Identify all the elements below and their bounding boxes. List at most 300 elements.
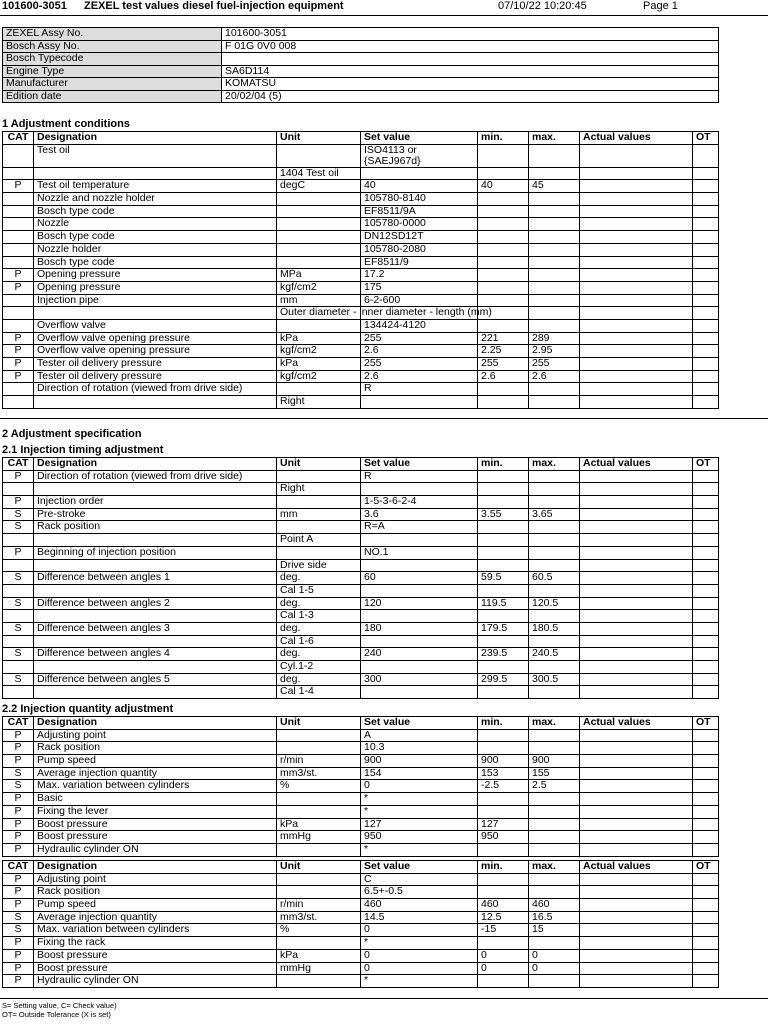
cell-actual-values bbox=[580, 205, 693, 218]
cell-designation: Hydraulic cylinder ON bbox=[34, 843, 277, 856]
cell-cat: S bbox=[3, 767, 34, 780]
cell-ot bbox=[693, 949, 719, 962]
cell-min bbox=[478, 470, 529, 483]
cell-cat: P bbox=[3, 345, 34, 358]
info-row bbox=[3, 40, 719, 53]
cell-actual-values bbox=[580, 496, 693, 509]
cell-max bbox=[529, 793, 580, 806]
cell-unit: deg. bbox=[277, 673, 361, 686]
cell-designation: Max. variation between cylinders bbox=[34, 780, 277, 793]
cell-designation: Beginning of injection position bbox=[34, 546, 277, 559]
cell-set-value: 14.5 bbox=[361, 911, 478, 924]
cell-actual-values bbox=[580, 949, 693, 962]
cell-min: 900 bbox=[478, 755, 529, 768]
cell-unit: Cal 1-3 bbox=[277, 610, 361, 623]
cell-cat bbox=[3, 686, 34, 699]
cell-designation: Difference between angles 3 bbox=[34, 622, 277, 635]
cell-set-value: 40 bbox=[361, 180, 478, 193]
cell-ot bbox=[693, 319, 719, 332]
cell-cat: P bbox=[3, 831, 34, 844]
cell-actual-values bbox=[580, 661, 693, 674]
cell-max bbox=[529, 470, 580, 483]
cell-min bbox=[478, 686, 529, 699]
cell-max bbox=[529, 521, 580, 534]
cell-ot bbox=[693, 370, 719, 383]
cell-min bbox=[478, 144, 529, 167]
table-row bbox=[3, 975, 719, 988]
cell-unit: r/min bbox=[277, 899, 361, 912]
cell-min bbox=[478, 843, 529, 856]
cell-actual-values bbox=[580, 673, 693, 686]
cell-cat bbox=[3, 610, 34, 623]
cell-ot bbox=[693, 873, 719, 886]
cell-set-value: 255 bbox=[361, 332, 478, 345]
cell-ot bbox=[693, 508, 719, 521]
table-row bbox=[3, 729, 719, 742]
cell-min bbox=[478, 205, 529, 218]
table-row bbox=[3, 767, 719, 780]
cell-designation: Adjusting point bbox=[34, 873, 277, 886]
cell-ot bbox=[693, 767, 719, 780]
cell-max bbox=[529, 937, 580, 950]
info-row bbox=[3, 65, 719, 78]
table-row bbox=[3, 622, 719, 635]
cell-actual-values bbox=[580, 396, 693, 409]
cell-set-value: 255 bbox=[361, 358, 478, 371]
cell-min bbox=[478, 584, 529, 597]
cell-designation: Bosch type code bbox=[34, 231, 277, 244]
cell-cat: P bbox=[3, 332, 34, 345]
cell-cat: P bbox=[3, 873, 34, 886]
table-row bbox=[3, 755, 719, 768]
cell-ot bbox=[693, 843, 719, 856]
cell-set-value bbox=[361, 661, 478, 674]
cell-ot bbox=[693, 635, 719, 648]
cell-unit: r/min bbox=[277, 755, 361, 768]
table-row bbox=[3, 269, 719, 282]
cell-max bbox=[529, 546, 580, 559]
column-header-actual-values: Actual values bbox=[580, 132, 693, 145]
cell-cat: S bbox=[3, 780, 34, 793]
cell-min: 2.25 bbox=[478, 345, 529, 358]
cell-actual-values bbox=[580, 483, 693, 496]
cell-max bbox=[529, 281, 580, 294]
section-divider bbox=[0, 418, 768, 419]
cell-min bbox=[478, 294, 529, 307]
table-row bbox=[3, 635, 719, 648]
column-header-min: min. bbox=[478, 717, 529, 730]
cell-max: 289 bbox=[529, 332, 580, 345]
cell-min: 12.5 bbox=[478, 911, 529, 924]
cell-min bbox=[478, 546, 529, 559]
cell-designation: Rack position bbox=[34, 742, 277, 755]
column-header-designation: Designation bbox=[34, 861, 277, 874]
table-row bbox=[3, 831, 719, 844]
table-row bbox=[3, 332, 719, 345]
table-row bbox=[3, 144, 719, 167]
cell-min bbox=[478, 193, 529, 206]
document-header bbox=[0, 0, 768, 14]
cell-actual-values bbox=[580, 307, 693, 320]
cell-ot bbox=[693, 256, 719, 269]
cell-min: 239.5 bbox=[478, 648, 529, 661]
cell-max bbox=[529, 843, 580, 856]
table-row bbox=[3, 886, 719, 899]
cell-unit: % bbox=[277, 780, 361, 793]
cell-min: 119.5 bbox=[478, 597, 529, 610]
table-row bbox=[3, 508, 719, 521]
cell-actual-values bbox=[580, 231, 693, 244]
table-row bbox=[3, 396, 719, 409]
cell-cat: P bbox=[3, 729, 34, 742]
info-value: F 01G 0V0 008 bbox=[222, 40, 719, 53]
cell-set-value: * bbox=[361, 793, 478, 806]
cell-cat: P bbox=[3, 818, 34, 831]
cell-min bbox=[478, 805, 529, 818]
cell-max bbox=[529, 584, 580, 597]
cell-designation: Bosch type code bbox=[34, 205, 277, 218]
injection-quantity-table-a bbox=[2, 716, 719, 857]
cell-actual-values bbox=[580, 243, 693, 256]
table-header-row bbox=[3, 132, 719, 145]
cell-actual-values bbox=[580, 470, 693, 483]
column-header-unit: Unit bbox=[277, 717, 361, 730]
column-header-designation: Designation bbox=[34, 458, 277, 471]
footer-legend-tolerance: OT= Outside Tolerance (X is set) bbox=[2, 1010, 111, 1019]
cell-ot bbox=[693, 793, 719, 806]
cell-unit bbox=[277, 937, 361, 950]
cell-designation: Tester oil delivery pressure bbox=[34, 358, 277, 371]
cell-designation: Bosch type code bbox=[34, 256, 277, 269]
cell-max: 3.65 bbox=[529, 508, 580, 521]
table-row bbox=[3, 231, 719, 244]
cell-min bbox=[478, 729, 529, 742]
cell-cat bbox=[3, 396, 34, 409]
table-row bbox=[3, 167, 719, 180]
cell-designation: Tester oil delivery pressure bbox=[34, 370, 277, 383]
table-row bbox=[3, 483, 719, 496]
cell-designation: Pre-stroke bbox=[34, 508, 277, 521]
cell-set-value bbox=[361, 534, 478, 547]
cell-cat: S bbox=[3, 622, 34, 635]
cell-cat: S bbox=[3, 648, 34, 661]
cell-set-value: 175 bbox=[361, 281, 478, 294]
cell-ot bbox=[693, 975, 719, 988]
cell-designation: Nozzle and nozzle holder bbox=[34, 193, 277, 206]
cell-min bbox=[478, 886, 529, 899]
cell-max bbox=[529, 256, 580, 269]
cell-set-value: 1-5-3-6-2-4 bbox=[361, 496, 478, 509]
cell-ot bbox=[693, 470, 719, 483]
cell-max bbox=[529, 805, 580, 818]
cell-ot bbox=[693, 742, 719, 755]
cell-designation: Direction of rotation (viewed from drive side) bbox=[34, 470, 277, 483]
cell-designation: Boost pressure bbox=[34, 962, 277, 975]
column-header-set-value: Set value bbox=[361, 132, 478, 145]
column-header-actual-values: Actual values bbox=[580, 717, 693, 730]
cell-set-value: 460 bbox=[361, 899, 478, 912]
cell-designation bbox=[34, 584, 277, 597]
cell-ot bbox=[693, 818, 719, 831]
cell-designation: Boost pressure bbox=[34, 818, 277, 831]
cell-min bbox=[478, 281, 529, 294]
cell-set-value: 0 bbox=[361, 962, 478, 975]
cell-max bbox=[529, 319, 580, 332]
cell-ot bbox=[693, 610, 719, 623]
table-row bbox=[3, 193, 719, 206]
cell-cat: P bbox=[3, 793, 34, 806]
cell-max: 15 bbox=[529, 924, 580, 937]
cell-min bbox=[478, 231, 529, 244]
cell-actual-values bbox=[580, 911, 693, 924]
cell-ot bbox=[693, 269, 719, 282]
cell-unit: deg. bbox=[277, 572, 361, 585]
footer-legend-setting: S= Setting value, C= Check value) bbox=[2, 1001, 117, 1010]
cell-cat bbox=[3, 218, 34, 231]
cell-cat: S bbox=[3, 911, 34, 924]
cell-ot bbox=[693, 294, 719, 307]
cell-max bbox=[529, 496, 580, 509]
cell-unit: degC bbox=[277, 180, 361, 193]
cell-designation: Pump speed bbox=[34, 899, 277, 912]
cell-min: -2.5 bbox=[478, 780, 529, 793]
cell-ot bbox=[693, 559, 719, 572]
cell-max: 240.5 bbox=[529, 648, 580, 661]
cell-cat: P bbox=[3, 358, 34, 371]
cell-designation: Rack position bbox=[34, 521, 277, 534]
table-row bbox=[3, 962, 719, 975]
cell-max bbox=[529, 269, 580, 282]
cell-actual-values bbox=[580, 345, 693, 358]
table-row bbox=[3, 294, 719, 307]
cell-unit: deg. bbox=[277, 648, 361, 661]
cell-actual-values bbox=[580, 218, 693, 231]
cell-actual-values bbox=[580, 269, 693, 282]
info-key: Manufacturer bbox=[3, 78, 222, 91]
cell-designation: Test oil temperature bbox=[34, 180, 277, 193]
cell-max: 900 bbox=[529, 755, 580, 768]
cell-cat: P bbox=[3, 949, 34, 962]
table-row bbox=[3, 843, 719, 856]
cell-set-value: 10.3 bbox=[361, 742, 478, 755]
column-header-max: max. bbox=[529, 458, 580, 471]
cell-min bbox=[478, 793, 529, 806]
cell-actual-values bbox=[580, 534, 693, 547]
cell-min bbox=[478, 937, 529, 950]
table-row bbox=[3, 584, 719, 597]
cell-actual-values bbox=[580, 924, 693, 937]
cell-ot bbox=[693, 729, 719, 742]
column-header-cat: CAT bbox=[3, 861, 34, 874]
document-id: 101600-3051 bbox=[2, 0, 67, 12]
injection-timing-table bbox=[2, 457, 719, 699]
table-row bbox=[3, 818, 719, 831]
cell-unit bbox=[277, 218, 361, 231]
cell-min: 2.6 bbox=[478, 370, 529, 383]
cell-min bbox=[478, 635, 529, 648]
cell-actual-values bbox=[580, 546, 693, 559]
cell-ot bbox=[693, 534, 719, 547]
column-header-max: max. bbox=[529, 861, 580, 874]
cell-unit bbox=[277, 793, 361, 806]
injection-quantity-table-b bbox=[2, 860, 719, 988]
cell-max: 180.5 bbox=[529, 622, 580, 635]
cell-ot bbox=[693, 307, 719, 320]
table-row bbox=[3, 281, 719, 294]
cell-max bbox=[529, 610, 580, 623]
cell-unit: Right bbox=[277, 483, 361, 496]
cell-actual-values bbox=[580, 899, 693, 912]
cell-cat bbox=[3, 661, 34, 674]
table-row bbox=[3, 307, 719, 320]
cell-cat bbox=[3, 483, 34, 496]
cell-designation: Rack position bbox=[34, 886, 277, 899]
cell-cat: P bbox=[3, 962, 34, 975]
cell-set-value bbox=[361, 483, 478, 496]
cell-actual-values bbox=[580, 358, 693, 371]
info-row bbox=[3, 78, 719, 91]
cell-actual-values bbox=[580, 180, 693, 193]
cell-set-value: DN12SD12T bbox=[361, 231, 478, 244]
cell-cat: P bbox=[3, 496, 34, 509]
cell-actual-values bbox=[580, 831, 693, 844]
cell-set-value: EF8511/9 bbox=[361, 256, 478, 269]
cell-actual-values bbox=[580, 508, 693, 521]
cell-designation: Nozzle holder bbox=[34, 243, 277, 256]
cell-cat bbox=[3, 193, 34, 206]
cell-max: 0 bbox=[529, 949, 580, 962]
cell-max: 2.6 bbox=[529, 370, 580, 383]
header-divider bbox=[0, 15, 768, 16]
table-row bbox=[3, 546, 719, 559]
cell-ot bbox=[693, 962, 719, 975]
cell-unit: deg. bbox=[277, 622, 361, 635]
cell-max bbox=[529, 975, 580, 988]
table-row bbox=[3, 661, 719, 674]
info-key: ZEXEL Assy No. bbox=[3, 28, 222, 41]
cell-set-value: EF8511/9A bbox=[361, 205, 478, 218]
cell-max bbox=[529, 144, 580, 167]
table-row bbox=[3, 742, 719, 755]
cell-unit bbox=[277, 805, 361, 818]
cell-max bbox=[529, 742, 580, 755]
cell-actual-values bbox=[580, 622, 693, 635]
table-row bbox=[3, 256, 719, 269]
cell-designation: Difference between angles 4 bbox=[34, 648, 277, 661]
cell-designation: Difference between angles 2 bbox=[34, 597, 277, 610]
cell-cat: P bbox=[3, 755, 34, 768]
cell-actual-values bbox=[580, 780, 693, 793]
column-header-set-value: Set value bbox=[361, 717, 478, 730]
table-row bbox=[3, 911, 719, 924]
cell-actual-values bbox=[580, 873, 693, 886]
cell-unit bbox=[277, 742, 361, 755]
cell-unit bbox=[277, 383, 361, 396]
table-row bbox=[3, 358, 719, 371]
cell-ot bbox=[693, 673, 719, 686]
cell-unit: kPa bbox=[277, 949, 361, 962]
cell-ot bbox=[693, 180, 719, 193]
cell-max bbox=[529, 635, 580, 648]
cell-designation: Overflow valve bbox=[34, 319, 277, 332]
cell-ot bbox=[693, 218, 719, 231]
cell-set-value: * bbox=[361, 805, 478, 818]
cell-ot bbox=[693, 496, 719, 509]
column-header-cat: CAT bbox=[3, 717, 34, 730]
cell-set-value: 900 bbox=[361, 755, 478, 768]
cell-cat bbox=[3, 231, 34, 244]
cell-cat bbox=[3, 383, 34, 396]
cell-min bbox=[478, 218, 529, 231]
cell-max: 60.5 bbox=[529, 572, 580, 585]
cell-set-value: 2.6 bbox=[361, 370, 478, 383]
cell-actual-values bbox=[580, 648, 693, 661]
cell-unit: % bbox=[277, 924, 361, 937]
cell-designation: Max. variation between cylinders bbox=[34, 924, 277, 937]
cell-max bbox=[529, 559, 580, 572]
cell-actual-values bbox=[580, 975, 693, 988]
cell-unit bbox=[277, 521, 361, 534]
cell-min bbox=[478, 256, 529, 269]
cell-ot bbox=[693, 780, 719, 793]
cell-max: 0 bbox=[529, 962, 580, 975]
cell-ot bbox=[693, 572, 719, 585]
cell-set-value: 60 bbox=[361, 572, 478, 585]
cell-max: 300.5 bbox=[529, 673, 580, 686]
cell-ot bbox=[693, 831, 719, 844]
cell-designation: Basic bbox=[34, 793, 277, 806]
cell-cat bbox=[3, 167, 34, 180]
cell-designation bbox=[34, 610, 277, 623]
cell-actual-values bbox=[580, 370, 693, 383]
cell-designation: Pump speed bbox=[34, 755, 277, 768]
cell-set-value: 0 bbox=[361, 949, 478, 962]
cell-min: 59.5 bbox=[478, 572, 529, 585]
cell-unit: kPa bbox=[277, 332, 361, 345]
cell-actual-values bbox=[580, 256, 693, 269]
table-row bbox=[3, 937, 719, 950]
cell-ot bbox=[693, 622, 719, 635]
cell-unit: MPa bbox=[277, 269, 361, 282]
cell-unit: Outer diameter - inner diameter - length (mm) bbox=[277, 307, 361, 320]
info-value bbox=[222, 53, 719, 66]
info-row bbox=[3, 28, 719, 41]
cell-cat: P bbox=[3, 370, 34, 383]
cell-cat: S bbox=[3, 508, 34, 521]
cell-set-value: C bbox=[361, 873, 478, 886]
column-header-designation: Designation bbox=[34, 132, 277, 145]
cell-unit bbox=[277, 144, 361, 167]
cell-ot bbox=[693, 193, 719, 206]
cell-set-value: 17.2 bbox=[361, 269, 478, 282]
column-header-max: max. bbox=[529, 132, 580, 145]
cell-designation: Nozzle bbox=[34, 218, 277, 231]
cell-max: 2.5 bbox=[529, 780, 580, 793]
cell-designation: Test oil bbox=[34, 144, 277, 167]
cell-actual-values bbox=[580, 144, 693, 167]
cell-actual-values bbox=[580, 294, 693, 307]
cell-ot bbox=[693, 899, 719, 912]
cell-set-value: R bbox=[361, 383, 478, 396]
cell-actual-values bbox=[580, 319, 693, 332]
cell-ot bbox=[693, 231, 719, 244]
cell-cat bbox=[3, 534, 34, 547]
cell-unit bbox=[277, 193, 361, 206]
cell-min bbox=[478, 661, 529, 674]
table-row bbox=[3, 205, 719, 218]
cell-designation bbox=[34, 661, 277, 674]
cell-min: 40 bbox=[478, 180, 529, 193]
